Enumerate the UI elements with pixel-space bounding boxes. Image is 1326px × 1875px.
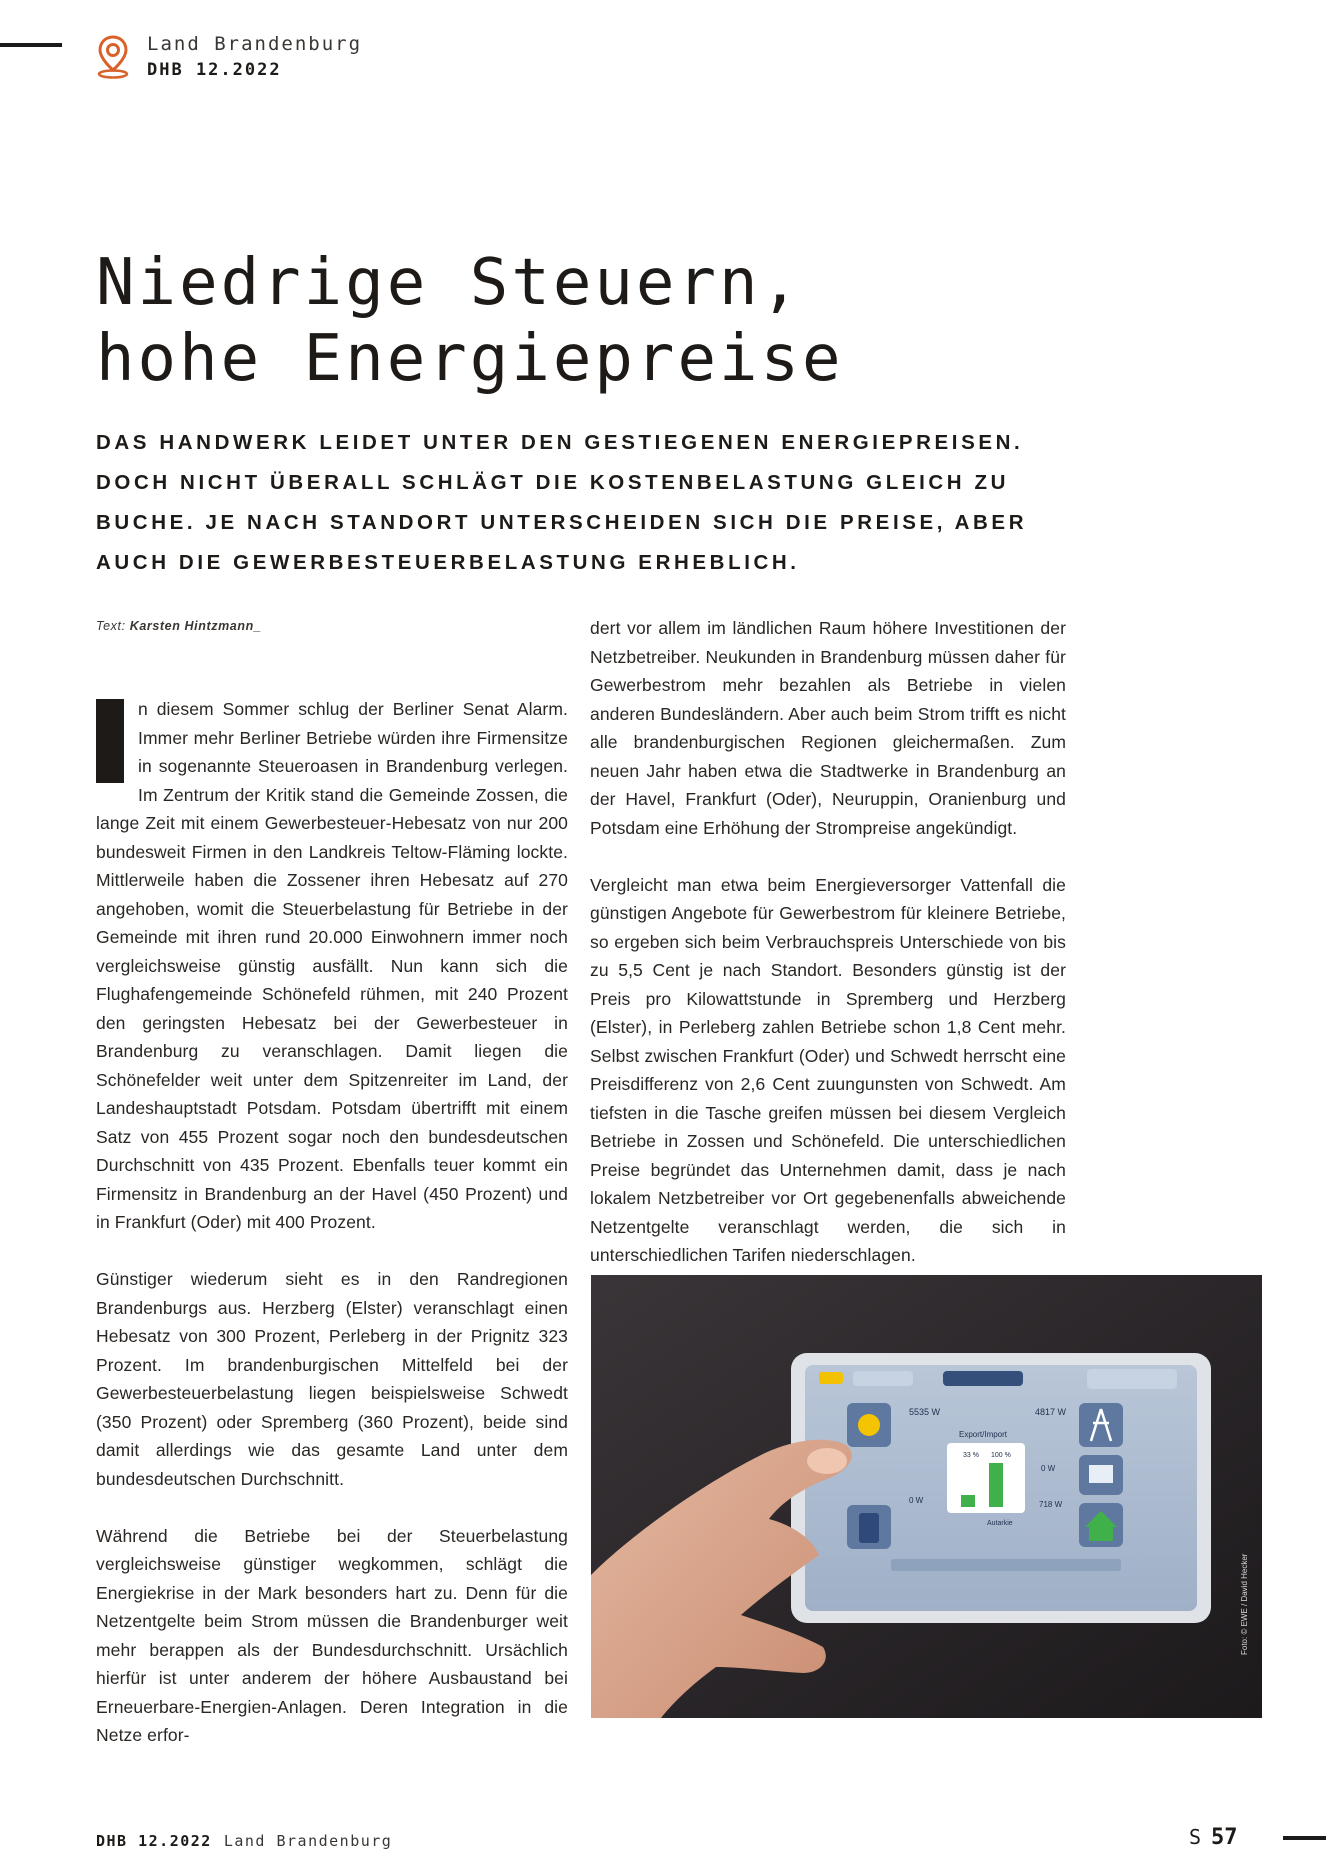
article-photo <box>591 1275 1262 1718</box>
export-label: Export/Import <box>959 1430 1008 1439</box>
grid-power-value: 4817 W <box>1035 1407 1067 1417</box>
svg-text:0 W: 0 W <box>909 1496 924 1505</box>
battery-icon <box>859 1513 879 1543</box>
article-lead: DAS HANDWERK LEIDET UNTER DEN GESTIEGENEN ENERGIEPREISEN. DOCH NICHT ÜBERALL SCHLÄGT DIE KOSTENBELASTUNG GLEICH ZU BUCHE. JE NACH STANDORT UNTERSCHEIDEN SICH DIE PREISE, ABER AUCH DIE GEWERBESTEUERBELASTUNG ERHEBLICH. <box>96 431 1028 574</box>
title-line-1: Niedrige Steuern, <box>96 246 803 320</box>
page-number-value: 57 <box>1211 1825 1238 1850</box>
article-title <box>96 245 1096 397</box>
photo-credit: Foto: © EWE / David Hecker <box>1240 1553 1249 1655</box>
left-paragraph-1-text: n diesem Sommer schlug der Berliner Senat Alarm. Immer mehr Berliner Betriebe würden ihre Firmensitze in sogenannte Steueroasen in Brandenburg verlegen. Im Zentrum der Kritik stand die Gemeinde Zossen, die lange Zeit mit einem Gewerbesteuer-Hebesatz von nur 200 bundesweit Firmen in den Landkreis Teltow-Fläming lockte. Mittlerweile haben die Zossener ihren Hebesatz auf 270 angehoben, womit die Steuerbelastung für Betriebe in der Gemeinde mit ihren rund 20.000 Einwohnern immer noch vergleichsweise günstig ausfällt. Nun kann sich die Flughafengemeinde Schönefeld rühmen, mit 240 Prozent den geringsten Hebesatz bei der Gewerbesteuer in Brandenburg zu veranschlagen. Damit liegen die Schönefelder weit unter dem Spitzenreiter im Land, der Landeshauptstadt Potsdam. Potsdam übertrifft mit einem Satz von 455 Prozent sogar noch den bundesdeutschen Durchschnitt von 435 Prozent. Ebenfalls teuer kommt ein Firmensitz in Brandenburg an der Havel (450 Prozent) und in Frankfurt (Oder) mit 400 Prozent. <box>96 699 568 1232</box>
footer-rule <box>1283 1836 1326 1840</box>
energy-display-photo <box>591 1275 1262 1718</box>
left-paragraph-3: Während die Betriebe bei der Steuerbelastung vergleichsweise günstiger wegkommen, schlägt die Energiekrise in der Mark besonders hart zu. Denn für die Netzentgelte beim Strom müssen die Brandenburger weit mehr berappen als der Bundesdurchschnitt. Ursächlich hierfür ist unter anderem der höhere Ausbaustand bei Erneuerbare-Energien-Anlagen. Deren Integration in die Netze erfor- <box>96 1525 568 1745</box>
right-paragraph-2: Vergleicht man etwa beim Energieversorger Vattenfall die günstigen Angebote für Gewerbestrom für kleinere Betriebe, so ergeben sich beim Verbrauchspreis Unterschiede von bis zu 5,5 Cent je nach Standort. Besonders günstig ist der Preis pro Kilowattstunde in Spremberg und Herzberg (Elster), in Perleberg zahlen Betriebe schon 1,8 Cent mehr. Selbst zwischen Frankfurt (Oder) und Schwedt herrscht eine Preisdifferenz von 2,6 Cent zuungunsten von Schwedt. Am tiefsten in die Tasche greifen müssen bei diesem Vergleich Betriebe in Zossen und Schönefeld. Die unterschiedlichen Preise begründet das Unternehmen damit, dass je nach lokalem Netzbetreiber vor Ort gegebenenfalls abweichende Netzentgelte veranschlagt werden, die sich in unterschiedlichen Tarifen niederschlagen. <box>590 874 1066 1265</box>
solar-power-value: 5535 W <box>909 1407 941 1417</box>
bar-1 <box>961 1495 975 1507</box>
footer-region: Land Brandenburg <box>223 1832 393 1850</box>
footer-left <box>96 1832 392 1850</box>
drop-cap-i <box>96 699 124 783</box>
svg-text:100 %: 100 % <box>991 1452 1011 1459</box>
fingertip <box>807 1448 847 1474</box>
left-paragraph-1 <box>96 695 568 1237</box>
header-region: Land Brandenburg <box>147 33 363 55</box>
byline-author: Karsten Hintzmann_ <box>129 619 262 633</box>
left-column <box>96 695 568 1778</box>
location-pin-icon <box>96 34 130 80</box>
bar-2 <box>989 1463 1003 1507</box>
sun-icon <box>858 1414 880 1436</box>
header-issue: DHB 12.2022 <box>147 60 282 80</box>
svg-text:Autarkie: Autarkie <box>987 1520 1013 1527</box>
autarkie-panel <box>947 1443 1025 1513</box>
right-column <box>590 614 1066 1298</box>
byline <box>96 619 261 633</box>
page-prefix: S <box>1189 1825 1202 1849</box>
page-number <box>1189 1825 1238 1850</box>
right-paragraph-1: dert vor allem im ländlichen Raum höhere Investitionen der Netzbetreiber. Neukunden in Brandenburg müssen daher für Gewerbestrom mehr bezahlen als Betriebe in vielen anderen Bundesländern. Aber auch beim Strom trifft es nicht alle brandenburgischen Regionen gleichermaßen. Zum neuen Jahr haben etwa die Stadtwerke in Brandenburg an der Havel, Frankfurt (Oder), Neuruppin, Oranienburg und Potsdam eine Erhöhung der Strompreise angekündigt. <box>590 618 1066 838</box>
svg-text:718 W: 718 W <box>1039 1500 1063 1509</box>
header-rule <box>0 43 62 47</box>
left-paragraph-2: Günstiger wiederum sieht es in den Randregionen Brandenburgs aus. Herzberg (Elster) veranschlagt einen Hebesatz von 300 Prozent, Perleberg in der Prignitz 323 Prozent. Im brandenburgischen Mittelfeld bei der Gewerbesteuerbelastung liegen beispielsweise Schwedt (350 Prozent) oder Spremberg (360 Prozent), beide sind damit allerdings wie das gesamte Land unter dem bundesdeutschen Durchschnitt. <box>96 1269 568 1489</box>
title-line-2: hohe Energiepreise <box>96 322 844 396</box>
device-icon <box>1089 1465 1113 1483</box>
footer-issue: DHB 12.2022 <box>96 1832 212 1850</box>
byline-prefix: Text: <box>96 619 126 633</box>
svg-text:0 W: 0 W <box>1041 1464 1056 1473</box>
svg-text:33 %: 33 % <box>963 1452 979 1459</box>
